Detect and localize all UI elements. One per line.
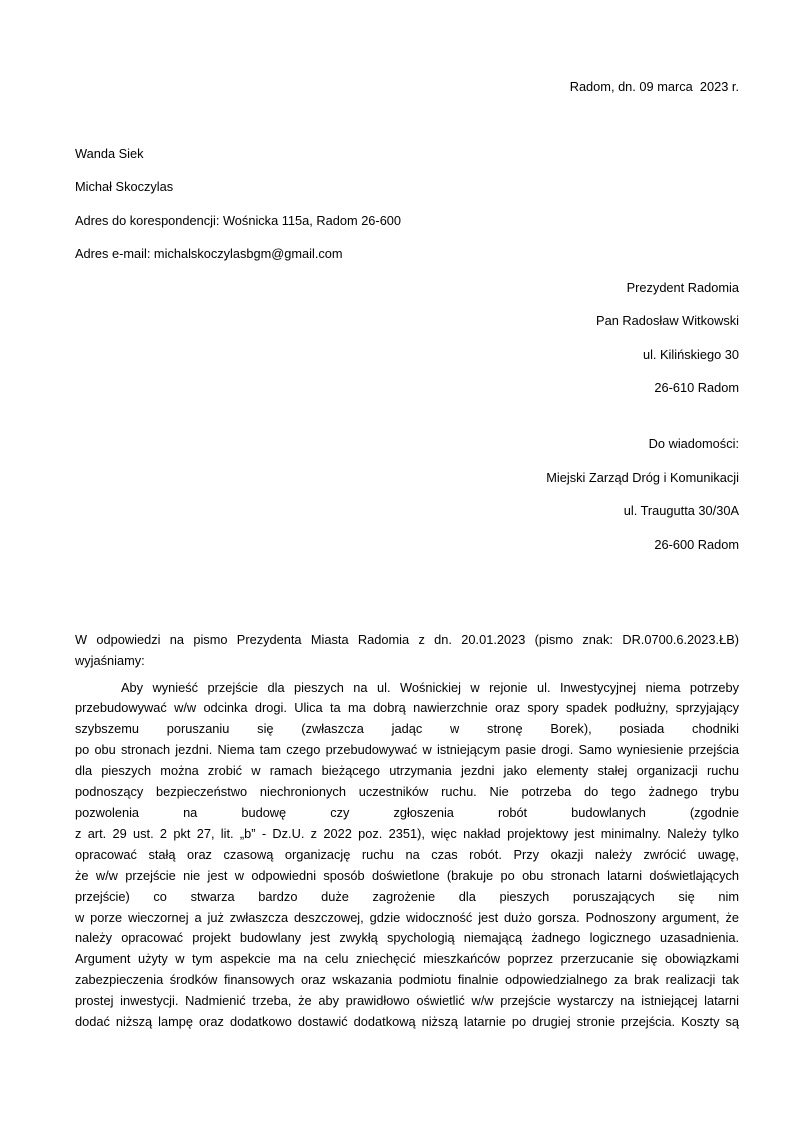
- cc-org: Miejski Zarząd Dróg i Komunikacji: [546, 469, 739, 485]
- cc-block: [75, 434, 739, 555]
- intro-line-2: wyjaśniamy:: [75, 652, 145, 668]
- body-line: opracować stałą oraz czasową organizację ruchu na czas robót. Przy okazji należy zwrócić uwagę,: [75, 846, 739, 862]
- sender-name-2: Michał Skoczylas: [75, 179, 174, 195]
- body-line: Aby wynieść przejście dla pieszych na ul. Wośnickiej w rejonie ul. Inwestycyjnej niema potrzeby: [121, 679, 739, 695]
- body-paragraph: [75, 678, 739, 1033]
- intro-line-1: W odpowiedzi na pismo Prezydenta Miasta Radomia z dn. 20.01.2023 (pismo znak: DR.0700.6.2023.ŁB): [75, 631, 739, 647]
- recipient-city: 26-610 Radom: [654, 380, 739, 396]
- body-line: przejście) co stwarza bardzo duże zagrożenie dla pieszych poruszających się nim: [75, 888, 739, 904]
- body-line: zabezpieczenia środków finansowych oraz wskazania podmiotu finalnie odpowiedzialnego za brak realizacji tak: [75, 972, 739, 988]
- recipient-street: ul. Kilińskiego 30: [642, 346, 739, 362]
- sender-address-line: Adres do korespondencji: Wośnicka 115a, Radom 26-600: [75, 212, 402, 228]
- body-line: że w/w przejście nie jest w odpowiedni sposób doświetlone (brakuje po obu stronach latarni doświetlających: [75, 867, 739, 883]
- cc-city: 26-600 Radom: [654, 536, 739, 552]
- body-line: po obu stronach jezdni. Niema tam czego przebudowywać w istniejącym pasie drogi. Samo wyniesienie przejścia: [75, 742, 739, 758]
- body-line: należy opracować projekt budowlany jest zwykłą spychologią niemającą żadnego logicznego uzasadnienia.: [75, 930, 739, 946]
- intro-paragraph: [75, 630, 739, 672]
- recipient-title: Prezydent Radomia: [626, 279, 739, 295]
- body-line: w porze wieczornej a już zwłaszcza deszczowej, gdzie widoczność jest dużo gorsza. Podnoszony argument, że: [75, 909, 739, 925]
- recipient-name: Pan Radosław Witkowski: [596, 313, 739, 329]
- body-line: pozwolenia na budowę czy zgłoszenia robót budowlanych (zgodnie: [75, 804, 739, 820]
- body-line: z art. 29 ust. 2 pkt 27, lit. „b” - Dz.U. z 2022 poz. 2351), więc nakład projektowy jest minimalny. Należy tylko: [75, 825, 739, 841]
- cc-street: ul. Traugutta 30/30A: [623, 503, 739, 519]
- date-line: Radom, dn. 09 marca 2023 r.: [569, 79, 739, 94]
- sender-name-1: Wanda Siek: [75, 145, 144, 161]
- sender-block: [75, 144, 739, 265]
- cc-heading: Do wiadomości:: [648, 436, 739, 452]
- body-line: podnoszący bezpieczeństwo niechronionych uczestników ruchu. Nie potrzeba do tego żadnego trybu: [75, 784, 739, 800]
- body-line: Argument użyty w tym aspekcie ma na celu zniechęcić mieszkańców poprzez przerzucanie się obowiązkami: [75, 951, 739, 967]
- sender-email-line: Adres e-mail: michalskoczylasbgm@gmail.com: [75, 246, 343, 262]
- body-line: dla pieszych można zrobić w ramach bieżącego utrzymania jezdni jako elementy stałej organizacji ruchu: [75, 763, 739, 779]
- body-line: prostej inwestycji. Nadmienić trzeba, że aby prawidłowo oświetlić w/w przejście wystarczy na istniejącej latarni: [75, 993, 739, 1009]
- body-line: szybszemu poruszaniu się (zwłaszcza jadąc w stronę Borek), posiada chodniki: [75, 721, 739, 737]
- recipient-block: [75, 278, 739, 399]
- body-line: przebudowywać w/w odcinka drogi. Ulica ta ma dobrą nawierzchnie oraz spory spadek podłużny, sprzyjający: [75, 700, 739, 716]
- body-line: dodać niższą lampę oraz dodatkowo dostawić dodatkową niższą latarnie po drugiej stronie przejścia. Koszty są: [75, 1014, 739, 1030]
